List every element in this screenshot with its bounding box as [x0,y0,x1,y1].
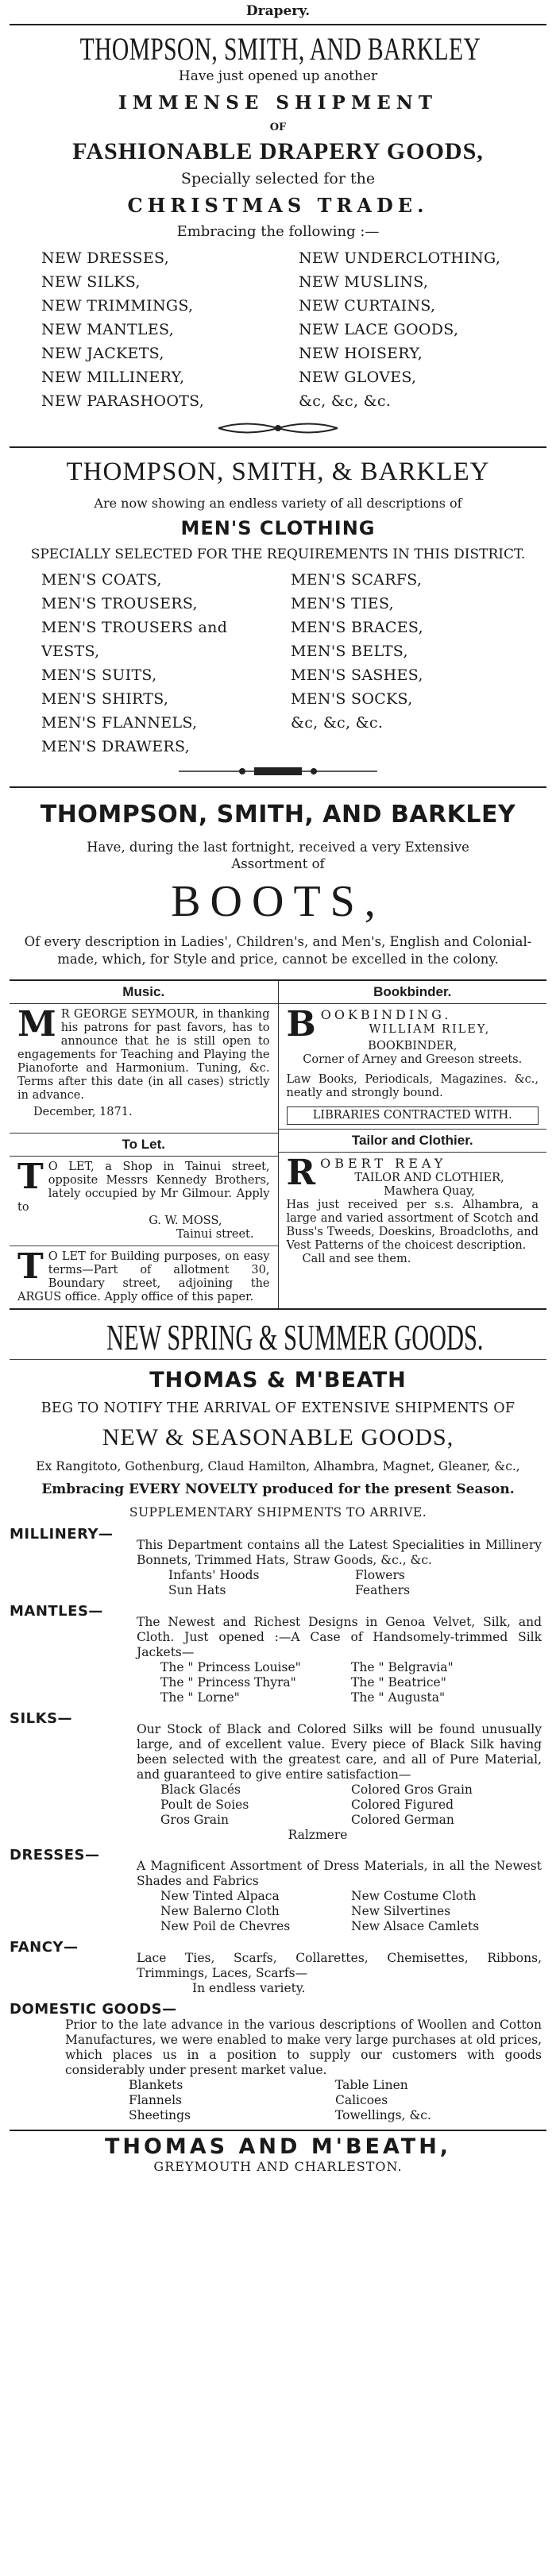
section-item: Table Linen [335,2078,408,2092]
advert-headline: CHRISTMAS TRADE. [127,194,429,217]
firm-name: THOMAS & M'BEATH [149,1368,407,1392]
domestic-section [10,2001,546,2123]
advert-line: Specially selected for the [180,170,376,187]
list-item: MEN'S FLANNELS, [41,714,198,732]
list-item: MEN'S BELTS, [291,643,408,660]
section-item: Colored Figured [351,1798,454,1812]
section-item: The " Princess Louise" [160,1660,301,1674]
list-item: MEN'S SUITS, [41,666,157,684]
millinery-section [10,1526,546,1598]
section-item: Colored Gros Grain [351,1782,473,1797]
advert-line: Ex Rangitoto, Gothenburg, Claud Hamilton, Alhambra, Magnet, Gleaner, &c., [36,1459,520,1473]
section-label: DOMESTIC GOODS— [10,2001,177,2018]
divider [10,2130,546,2131]
classified-right [279,981,547,1308]
list-item: NEW MANTLES, [41,321,175,338]
section-label: MILLINERY— [10,1526,114,1543]
advert-line: Of every description in Ladies', Children's, and Men's, English and Colonial-made, which, for Style and price, cannot be excelled in the colony. [24,934,532,967]
section-item: Sun Hats [168,1583,226,1597]
firm-name: THOMPSON, SMITH, AND BARKLEY [40,801,516,828]
tailor-role: TAILOR AND CLOTHIER, [354,1172,504,1184]
section-item: New Poil de Chevres [160,1919,291,1933]
section-item: The " Augusta" [351,1690,446,1705]
list-item: MEN'S SCARFS, [291,571,423,589]
list-item: NEW DRESSES, [41,249,170,267]
section-item: Sheetings [129,2108,191,2122]
section-label: DRESSES— [10,1847,100,1863]
advert-line: Embracing EVERY NOVELTY produced for the present Season. [41,1481,515,1497]
section-item: New Costume Cloth [351,1889,477,1903]
bookbinder-role: BOOKBINDER, [368,1040,458,1052]
section-item: Black Glacés [160,1782,241,1797]
section-header [10,0,546,24]
list-item: MEN'S TROUSERS, [41,595,198,612]
advert-line: OF [269,122,287,133]
section-item: Ralzmere [288,1828,348,1842]
tolet-text-1: O LET, a Shop in Tainui street, opposite Messrs Kennedy Brothers, lately occupied by Mr Gilmour. Apply to [17,1161,270,1214]
list-item: NEW HOISERY, [299,345,423,362]
section-item: The " Princess Thyra" [160,1675,296,1690]
section-text: A Magnificent Assortment of Dress Materials, in all the Newest Shades and Fabrics [137,1859,542,1888]
advert-banner: NEW SPRING & SUMMER GOODS. [106,1317,484,1358]
list-item: &c, &c, &c. [291,714,384,732]
section-items [10,1660,546,1705]
list-item: MEN'S SOCKS, [291,690,413,708]
list-item: NEW PARASHOOTS, [41,392,205,410]
advert-headline: MEN'S CLOTHING [180,517,376,539]
list-item: MEN'S TROUSERS and VESTS, [41,619,228,660]
list-item: NEW UNDERCLOTHING, [299,249,501,267]
ornament-icon [10,765,546,780]
section-item: The " Beatrice" [351,1675,446,1690]
item-list-left [41,568,275,759]
tailor-heading: Tailor and Clothier. [279,1129,547,1153]
section-label: FANCY— [10,1939,79,1956]
list-item: NEW JACKETS, [41,345,164,362]
advert-line: SPECIALLY SELECTED FOR THE REQUIREMENTS IN THIS DISTRICT. [30,546,526,562]
bookbinder-heading: Bookbinder. [279,981,547,1004]
list-item: &c, &c, &c. [299,392,392,410]
thomas-mbeath-advert [10,1316,546,2174]
classified-left [10,981,279,1308]
boots-advert [10,801,546,968]
section-item: Blankets [129,2078,183,2092]
list-item: MEN'S BRACES, [291,619,423,636]
tailor-text: Has just received per s.s. Alhambra, a large and varied assortment of Scotch and Buss's Tweeds, Doeskins, Broadcloths, and Vest Patterns of the choicest description. [286,1199,539,1252]
bookbinder-contracted: LIBRARIES CONTRACTED WITH. [287,1106,539,1125]
drop-cap: R [286,1153,316,1193]
advert-line: SUPPLEMENTARY SHIPMENTS TO ARRIVE. [129,1505,427,1520]
item-list-right [267,246,524,413]
ornament-icon [10,419,546,440]
section-item: Infants' Hoods [168,1568,260,1582]
tailor-name: OBERT REAY [320,1156,447,1171]
section-items [10,1782,546,1828]
list-item: NEW CURTAINS, [299,297,436,315]
bookbinder-notice [279,1004,547,1129]
advert-line: Have, during the last fortnight, received a very Extensive [87,840,469,855]
item-list [10,568,546,759]
advert-headline: NEW & SEASONABLE GOODS, [102,1424,454,1450]
drop-cap: T [17,1246,44,1287]
section-item: Colored German [351,1813,454,1827]
music-heading: Music. [10,981,278,1004]
item-list-left [41,246,267,413]
advert-line: BEG TO NOTIFY THE ARRIVAL OF EXTENSIVE SHIPMENTS OF [41,1400,515,1416]
bookbinder-name: WILLIAM RILEY, [369,1023,491,1036]
classified-section [10,979,546,1310]
firm-name: THOMPSON, SMITH, & BARKLEY [66,458,490,486]
tolet-text-2: O LET for Building purposes, on easy terms—Part of allotment 30, Boundary street, adjoining the ARGUS office. Apply office of this paper. [17,1250,270,1303]
section-text: Lace Ties, Scarfs, Collarettes, Chemisettes, Ribbons, Trimmings, Laces, Scarfs— [137,1951,542,1980]
section-text: Prior to the late advance in the various descriptions of Woollen and Cotton Manufactures, we were enabled to make very large purchases at old prices, which places us in a position to supply our customers with goods considerably under present market value. [65,2018,542,2077]
newspaper-page [10,0,546,2174]
divider [10,1359,546,1360]
tailor-call: Call and see them. [302,1253,411,1265]
divider [10,446,546,448]
bookbinder-title: OOKBINDING. [320,1007,452,1022]
list-item: MEN'S DRAWERS, [41,738,191,755]
section-item: The " Lorne" [160,1690,240,1705]
tolet-sign: G. W. MOSS, [149,1215,222,1227]
advert-line: Are now showing an endless variety of all descriptions of [94,496,462,511]
advert-line: Embracing the following :— [176,223,380,240]
section-text: Our Stock of Black and Colored Silks will be found unusually large, and of excellent value. Every piece of Black Silk having been selected with the greatest care, and all of Pure Material, and guaranteed to give entire satisfaction— [137,1722,542,1782]
section-item: The " Belgravia" [351,1660,454,1674]
list-item: NEW MUSLINS, [299,273,429,291]
list-item: MEN'S COATS, [41,571,162,589]
section-item: New Alsace Camlets [351,1919,480,1933]
tailor-address: Mawhera Quay, [384,1185,475,1198]
advert-line: Assortment of [231,856,325,871]
music-date: December, 1871. [33,1106,133,1118]
music-notice [10,1004,278,1123]
divider [10,24,546,25]
section-items [10,2078,546,2123]
tolet-sign-street: Tainui street. [176,1228,254,1241]
fancy-section [10,1939,546,1996]
drapery-advert [10,30,546,440]
section-item: Feathers [355,1583,411,1597]
section-item: New Balerno Cloth [160,1904,280,1918]
list-item: MEN'S TIES, [291,595,394,612]
section-item: Towellings, &c. [335,2108,431,2122]
advert-line: IMMENSE SHIPMENT [118,92,438,114]
section-item: Calicoes [335,2093,388,2107]
section-text: The Newest and Richest Designs in Genoa Velvet, Silk, and Cloth. Just opened :—A Case of Handsomely-trimmed Silk Jackets— [137,1615,542,1659]
drop-cap: M [17,1004,56,1045]
bookbinder-text: Law Books, Periodicals, Magazines. &c., neatly and strongly bound. [286,1073,539,1099]
bookbinder-address: Corner of Arney and Greeson streets. [303,1053,523,1066]
list-item: MEN'S SHIRTS, [41,690,169,708]
drop-cap: T [17,1157,44,1197]
section-item: New Tinted Alpaca [160,1889,280,1903]
section-header-text: Drapery. [245,3,311,19]
list-item: NEW LACE GOODS, [299,321,459,338]
list-item: MEN'S SASHES, [291,666,423,684]
silks-section [10,1710,546,1842]
section-label: MANTLES— [10,1603,103,1620]
section-text: In endless variety. [192,1981,306,1995]
music-text: R GEORGE SEYMOUR, in thanking his patrons for past favors, has to announce that he is still open to engagements for Teaching and Playing the Pianoforte and Harmonium. Tuning, &c. Terms after this date (in all cases) strictly in advance. [17,1008,270,1102]
section-item: Gros Grain [160,1813,229,1827]
advert-line: Have just opened up another [178,68,378,84]
list-item: NEW TRIMMINGS, [41,297,194,315]
tolet-heading: To Let. [10,1133,278,1157]
tailor-notice [279,1153,547,1270]
section-items [10,1568,546,1598]
list-item: NEW GLOVES, [299,369,417,386]
section-item: Flannels [129,2093,183,2107]
tolet-notice-2 [10,1246,278,1308]
divider [10,786,546,788]
drop-cap: B [286,1004,316,1045]
list-item: NEW MILLINERY, [41,369,185,386]
tolet-notice-1 [10,1157,278,1246]
section-text: This Department contains all the Latest Specialities in Millinery Bonnets, Trimmed Hats, Straw Goods, &c., &c. [137,1538,542,1567]
section-item: Poult de Soies [160,1798,249,1812]
section-label: SILKS— [10,1710,73,1727]
item-list [10,246,546,413]
advert-headline: BOOTS, [171,877,385,926]
mens-clothing-advert [10,458,546,780]
section-item: Flowers [355,1568,405,1582]
section-item: New Silvertines [351,1904,451,1918]
advert-headline: FASHIONABLE DRAPERY GOODS, [72,138,484,164]
list-item: NEW SILKS, [41,273,141,291]
firm-name: THOMPSON, SMITH, AND BARKLEY [79,31,481,67]
mantles-section [10,1603,546,1705]
section-items [10,1889,546,1934]
dresses-section [10,1847,546,1934]
footer-place: GREYMOUTH AND CHARLESTON. [153,2159,403,2174]
footer-firm: THOMAS AND M'BEATH, [104,2134,452,2159]
item-list-right [275,568,524,759]
